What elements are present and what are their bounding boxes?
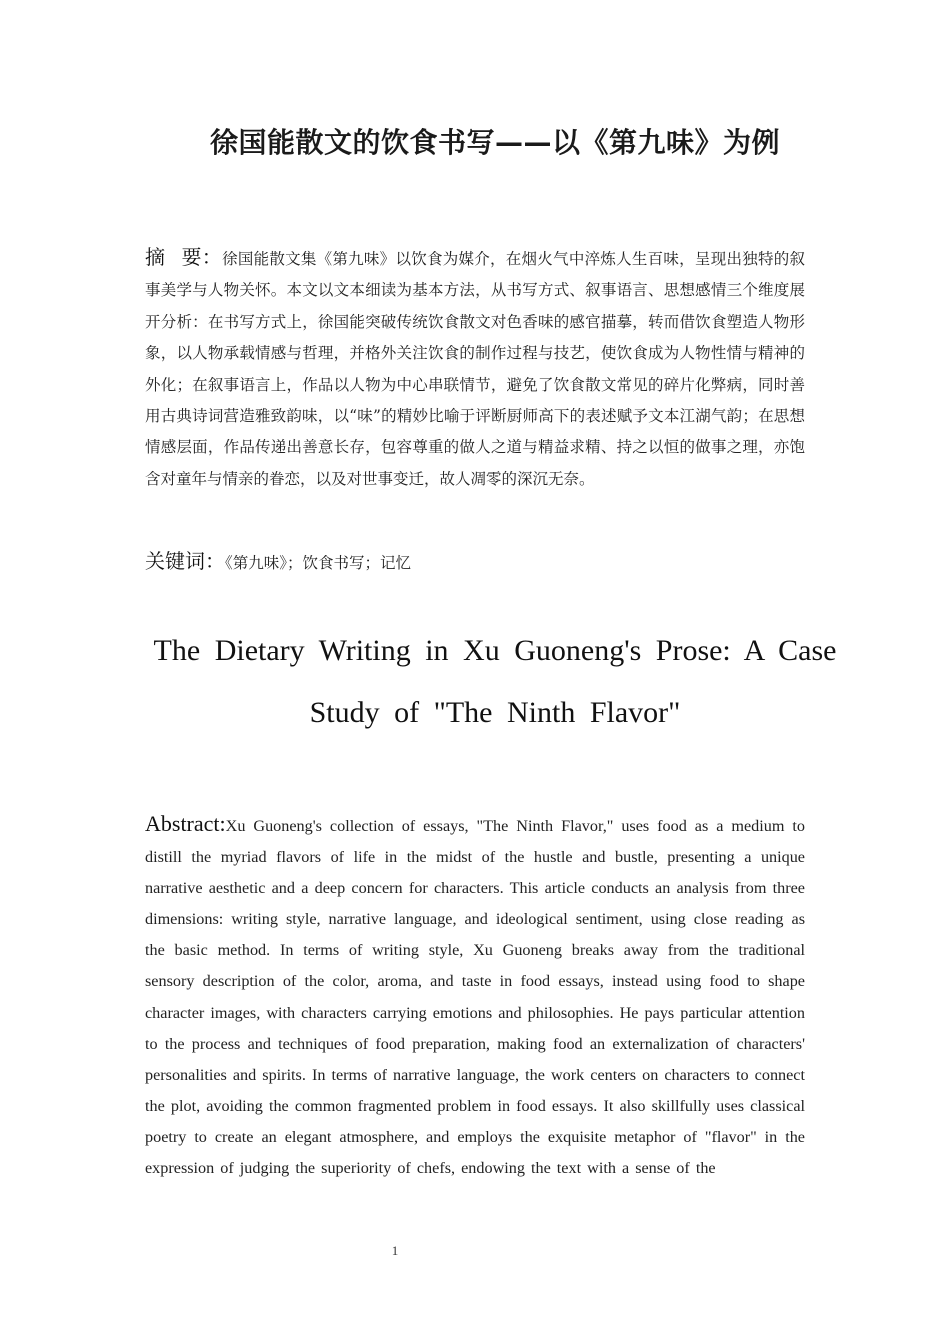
english-title: The Dietary Writing in Xu Guoneng's Prose: A Case Study of "The Ninth Flavor": [153, 634, 837, 729]
chinese-title: 徐国能散文的饮食书写——以《第九味》为例: [209, 126, 780, 159]
english-abstract-text: Xu Guoneng's collection of essays, "The Ninth Flavor," uses food as a medium to distill the myriad flavors of life in the midst of the hustle and bustle, presenting a unique narrative aesthetic and a deep concern for characters. This article conducts an analysis from three dimensions: writing style, narrative language, and ideological sentiment, using close reading as the basic method. In terms of writing style, Xu Guoneng breaks away from the traditional sensory description of the color, aroma, and taste in food essays, instead using food to shape character images, with characters carrying emotions and philosophies. He pays particular attention to the process and techniques of food preparation, making food an externalization of characters' personalities and spirits. In terms of narrative language, the work centers on characters to connect the plot, avoiding the common fragmented problem in food essays. It also skillfully uses classical poetry to create an elegant atmosphere, and employs the exquisite metaphor of "flavor" in the expression of judging the superiority of chefs, endowing the text with a sense of the: [145, 817, 805, 1178]
chinese-abstract: [145, 242, 805, 495]
chinese-abstract-label: [145, 245, 222, 269]
chinese-keywords: [145, 546, 805, 579]
page-number: 1: [391, 1243, 399, 1258]
english-abstract: [145, 808, 805, 1184]
chinese-keywords-label: 关键词：: [145, 549, 225, 573]
english-abstract-label: Abstract:: [145, 811, 226, 836]
chinese-abstract-label-part-2: 要：: [181, 245, 223, 269]
chinese-abstract-label-part-1: 摘: [145, 245, 166, 269]
chinese-abstract-text: 徐国能散文集《第九味》以饮食为媒介，在烟火气中淬炼人生百味，呈现出独特的叙事美学与人物关怀。本文以文本细读为基本方法，从书写方式、叙事语言、思想感情三个维度展开分析：在书写方式上，徐国能突破传统饮食散文对色香味的感官描摹，转而借饮食塑造人物形象，以人物承载情感与哲理，并格外关注饮食的制作过程与技艺，使饮食成为人物性情与精神的外化；在叙事语言上，作品以人物为中心串联情节，避免了饮食散文常见的碎片化弊病，同时善用古典诗词营造雅致韵味，以“味”的精妙比喻于评断厨师高下的表述赋予文本江湖气韵；在思想情感层面，作品传递出善意长存，包容尊重的做人之道与精益求精、持之以恒的做事之理，亦饱含对童年与情亲的眷恋，以及对世事变迁，故人凋零的深沉无奈。: [145, 250, 806, 488]
chinese-keywords-text: 《第九味》；饮食书写；记忆: [225, 554, 412, 572]
